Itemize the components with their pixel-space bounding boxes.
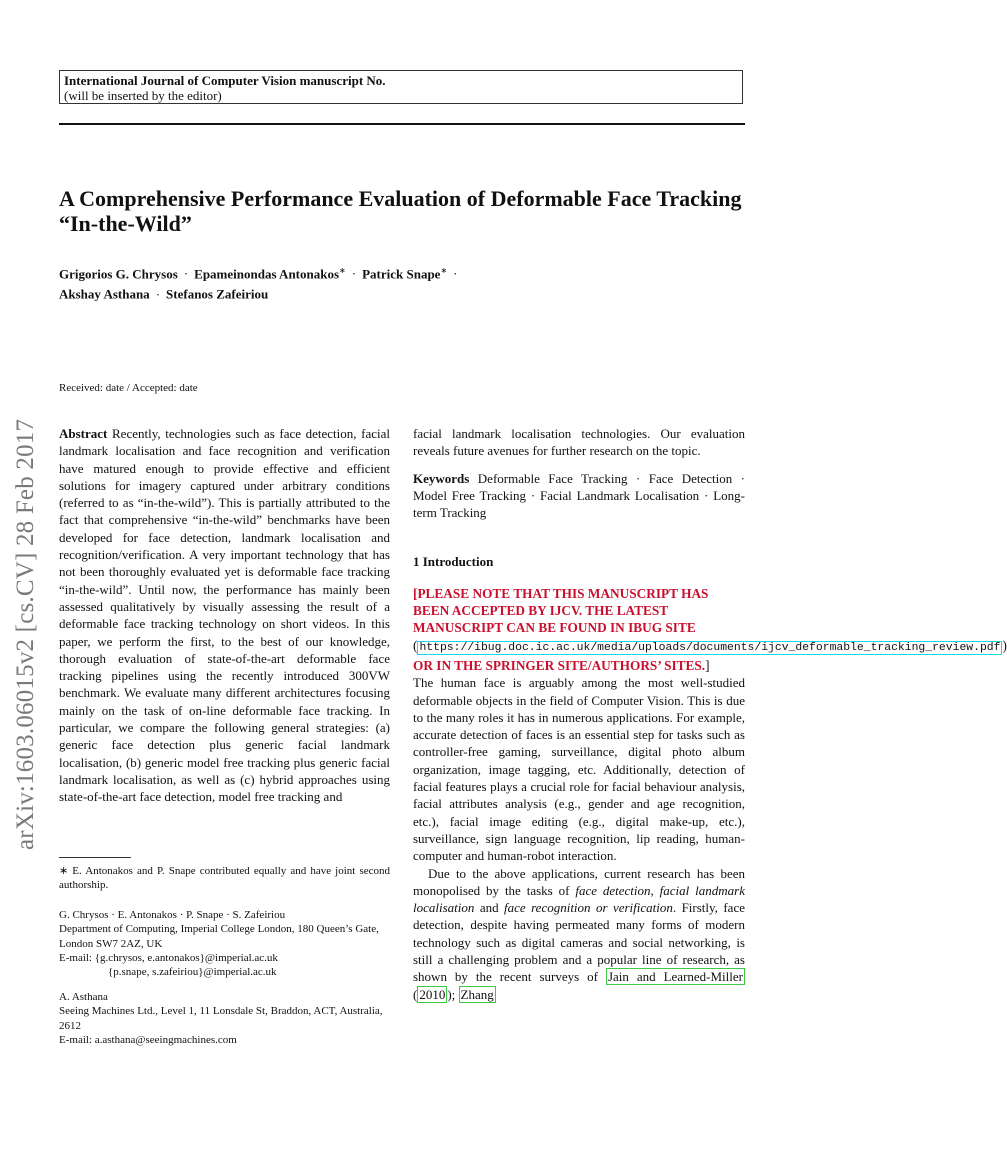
affiliation-names: A. Asthana <box>59 991 108 1003</box>
emphasis: face recognition or verification <box>504 900 673 916</box>
abstract <box>59 425 390 806</box>
author-mark: ∗ <box>440 266 448 275</box>
text-run: , <box>650 882 660 898</box>
citation-link[interactable]: Zhang <box>460 986 494 1002</box>
journal-name: International Journal of Computer Vision manuscript No. <box>64 73 386 88</box>
left-column <box>59 425 390 806</box>
author-separator: · <box>183 266 189 282</box>
author-name: Akshay Asthana <box>59 286 150 302</box>
affiliation-seeing-machines <box>59 990 390 1047</box>
citation-year-link[interactable]: 2010 <box>419 986 446 1002</box>
author-name: Patrick Snape <box>362 266 441 282</box>
author-list <box>59 262 659 303</box>
affiliation-email: E-mail: a.asthana@seeingmachines.com <box>59 1033 237 1046</box>
keywords-text: Deformable Face Tracking · Face Detection · Model Free Tracking · Facial Landmark Localisation · Long-term Tracking <box>413 470 745 521</box>
arxiv-identifier: arXiv:1603.06015v2 [cs.CV] 28 Feb 2017 <box>12 418 39 850</box>
emphasis: facial landmark localisation <box>413 882 745 916</box>
keywords-label: Keywords <box>413 470 470 486</box>
received-date: Received: date / Accepted: date <box>59 382 198 394</box>
author-mark: ∗ <box>339 266 346 275</box>
journal-header-box <box>59 70 743 104</box>
affiliation-imperial <box>59 908 390 979</box>
manuscript-link[interactable]: https://ibug.doc.ic.ac.uk/media/uploads/documents/ijcv_deformable_tracking_review.pdf <box>419 641 1001 654</box>
acceptance-note <box>413 585 1007 674</box>
note-paren: ( <box>413 637 418 653</box>
text-run: and <box>474 900 505 916</box>
text-run: Due to the above applications, current research has been monopolised by the tasks of <box>413 865 745 898</box>
intro-paragraph-1: The human face is arguably among the most well-studied deformable objects in the field of Computer Vision. This is due to the many roles it has in numerous applications. For example, accurate detection of faces is an essential step for tasks such as controller-free gaming, surveillance, digital photo album organization, image tagging, etc. Additionally, detection of facial features plays a crucial role for facial behaviour analysis, facial attributes analysis (e.g., gender and age recognition, etc.), facial image editing (e.g., digital make-up, etc.), surveillance, sign language recognition, lip reading, human-computer and human-robot interaction. <box>413 675 745 864</box>
abstract-text: Recently, technologies such as face detection, facial landmark localisation and face recognition and verification have matured enough to provide effective and efficient solutions for imagery captured under arbitrary conditions (referred to as “in-the-wild”). This is partially attributed to the fact that comprehensive “in-the-wild” benchmarks have been developed for face detection, landmark localisation and recognition/verification. A very important technology that has not been thoroughly evaluated yet is deformable face tracking “in-the-wild”. Until now, the performance has mainly been assessed qualitatively by visually assessing the result of a deformable face tracking technology on short videos. In this paper, we perform the first, to the best of our knowledge, thorough evaluation of state-of-the-art deformable face tracking pipelines using the recently introduced 300VW benchmark. We evaluate many different architectures focusing mainly on the task of on-line deformable face tracking. In particular, we compare the following general strategies: (a) generic face detection plus generic facial landmark localisation, (b) generic model free tracking plus generic facial landmark localisation, as well as (c) hybrid approaches using state-of-the-art face detection, model free tracking and <box>59 426 391 805</box>
section-heading-introduction: 1 Introduction <box>413 554 494 570</box>
intro-paragraph-2 <box>413 865 745 1003</box>
author-name: Epameinondas Antonakos <box>194 266 340 282</box>
affiliation-email-cont: {p.snape, s.zafeiriou}@imperial.ac.uk <box>108 966 277 979</box>
footnote: ∗ E. Antonakos and P. Snape contributed equally and have joint second authorship. <box>59 865 390 892</box>
keywords <box>413 470 745 522</box>
text-run: ); <box>447 986 459 1002</box>
header-rule <box>59 123 745 125</box>
text-run: ( <box>413 986 418 1002</box>
note-paren: ) <box>1002 637 1007 653</box>
abstract-continuation: facial landmark localisation technologies. Our evaluation reveals future avenues for further research on the topic. <box>413 426 745 459</box>
affiliation-email: E-mail: {g.chrysos, e.antonakos}@imperial.ac.uk <box>59 951 278 964</box>
author-name: Stefanos Zafeiriou <box>166 286 269 302</box>
author-separator: · <box>155 286 161 302</box>
author-separator: · <box>351 266 357 282</box>
affiliation-names: G. Chrysos · E. Antonakos · P. Snape · S. Zafeiriou <box>59 909 286 921</box>
citation-link[interactable]: Jain and Learned-Miller <box>607 969 743 985</box>
note-text-2: OR IN THE SPRINGER SITE/AUTHORS’ SITES. <box>413 657 706 673</box>
emphasis: face detection <box>575 882 651 898</box>
abstract-label: Abstract <box>59 426 108 441</box>
text-run: . Firstly, face detection, despite having permeated many forms of modern technology such as digital cameras and social networking, is still a challenging problem and a popular line of research, as shown by the recent surveys of <box>413 900 745 985</box>
affiliation-address: Seeing Machines Ltd., Level 1, 11 Lonsdale St, Braddon, ACT, Australia, 2612 <box>59 1005 383 1032</box>
right-column <box>413 425 1007 1003</box>
editor-note: (will be inserted by the editor) <box>64 88 222 103</box>
affiliation-address: Department of Computing, Imperial College London, 180 Queen’s Gate, London SW7 2AZ, UK <box>59 923 379 950</box>
note-text: PLEASE NOTE THAT THIS MANUSCRIPT HAS BEEN ACCEPTED BY IJCV. THE LATEST MANUSCRIPT CAN BE FOUND IN IBUG SITE <box>413 585 709 636</box>
author-separator: · <box>453 266 458 282</box>
paper-title: A Comprehensive Performance Evaluation of Deformable Face Tracking “In-the-Wild” <box>59 186 742 236</box>
note-bracket: [ <box>413 585 418 601</box>
footnote-rule <box>59 857 131 858</box>
author-name: Grigorios G. Chrysos <box>59 266 178 282</box>
note-bracket: ] <box>705 657 710 673</box>
